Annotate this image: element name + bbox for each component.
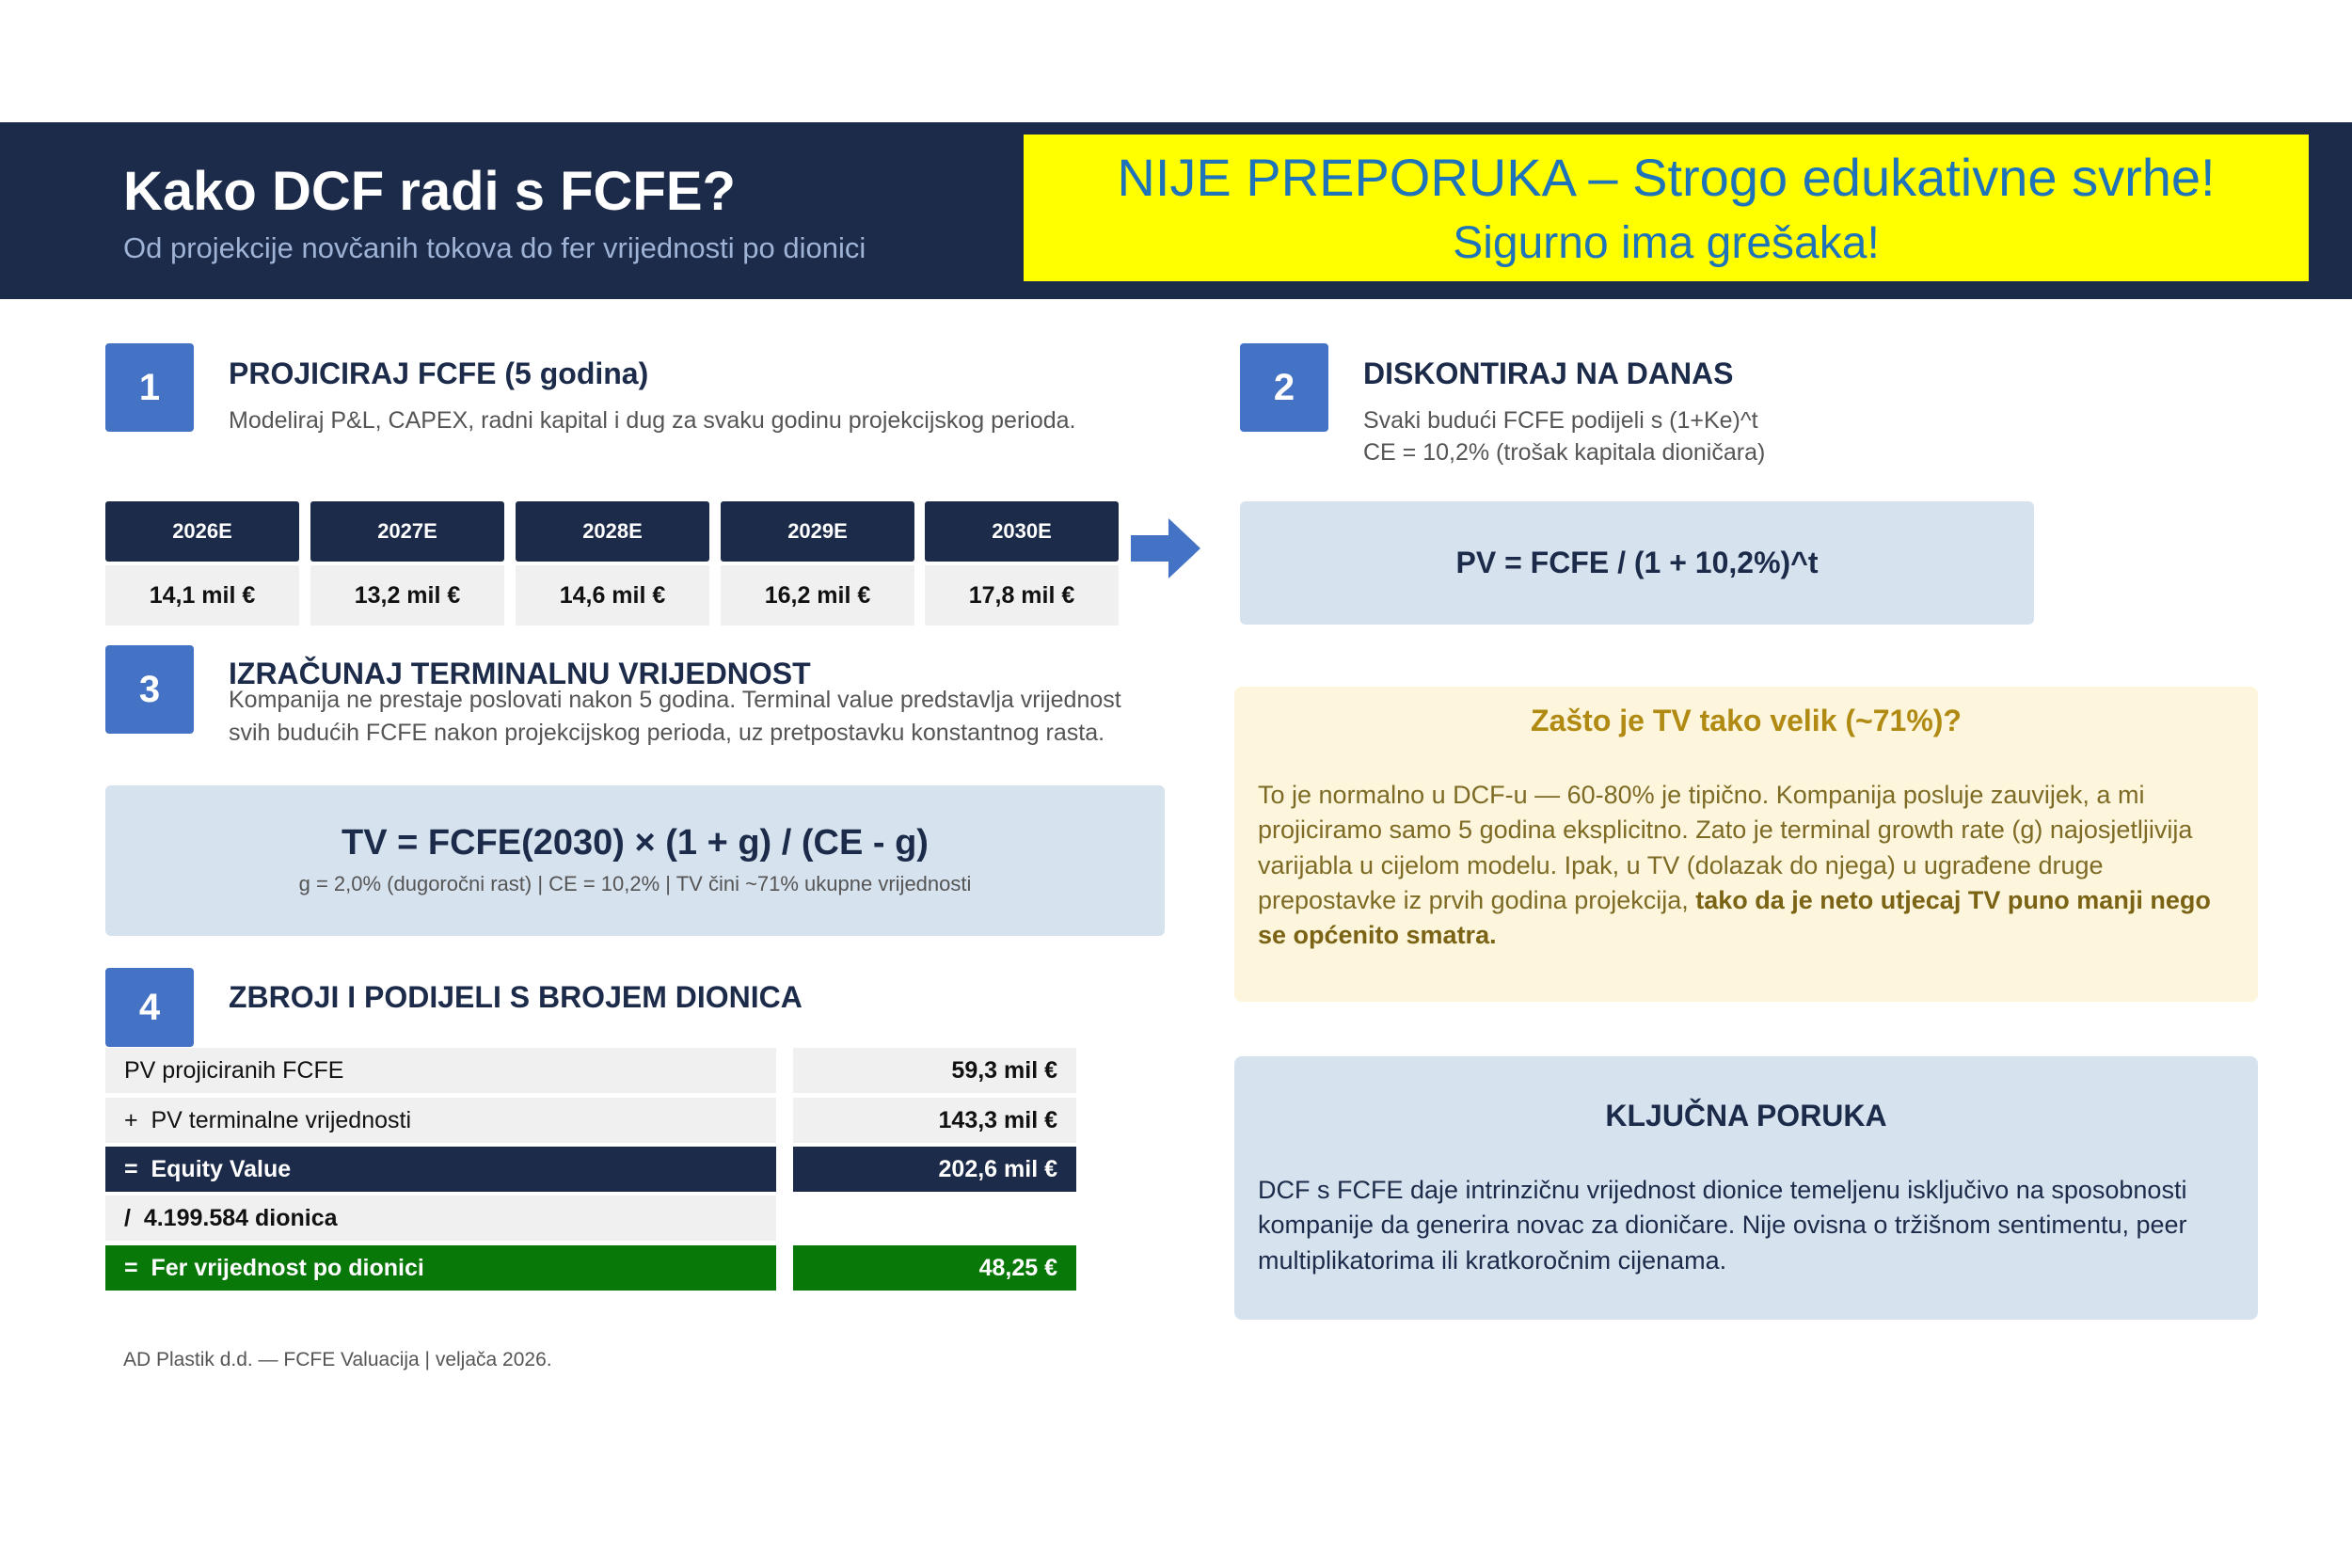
year-fcfe-value: 14,1 mil €	[105, 565, 299, 626]
footer-note: AD Plastik d.d. — FCFE Valuacija | veljača 2026.	[123, 1349, 552, 1370]
why-tv-title: Zašto je TV tako velik (~71%)?	[1531, 704, 1962, 737]
year-fcfe-value: 13,2 mil €	[310, 565, 504, 626]
year-fcfe-value: 14,6 mil €	[516, 565, 709, 626]
summary-row-value: 143,3 mil €	[793, 1098, 1076, 1143]
summary-row-value: 59,3 mil €	[793, 1048, 1076, 1093]
why-tv-text	[1258, 778, 2234, 953]
tv-formula-box	[105, 785, 1165, 936]
step-2-title: DISKONTIRAJ NA DANAS	[1363, 356, 1734, 390]
year-fcfe-value: 16,2 mil €	[721, 565, 914, 626]
step-4-number: 4	[105, 968, 194, 1047]
summary-row-label: PV projiciranih FCFE	[105, 1048, 776, 1093]
step-1-number: 1	[105, 343, 194, 432]
equity-value-amount: 202,6 mil €	[793, 1147, 1076, 1192]
pv-formula-box: PV = FCFE / (1 + 10,2%)^t	[1240, 501, 2034, 625]
step-2-number: 2	[1240, 343, 1328, 432]
warning-line-1: NIJE PREPORUKA – Strogo edukativne svrhe!	[1117, 148, 2216, 207]
step-4-title: ZBROJI I PODIJELI S BROJEM DIONICA	[229, 980, 803, 1014]
year-header: 2028E	[516, 501, 709, 562]
why-tv-text-bold: tako da je neto utjecaj TV puno manji nego se općenito smatra.	[1258, 885, 2211, 949]
summary-row-label: + PV terminalne vrijednosti	[105, 1098, 776, 1143]
warning-banner	[1024, 135, 2309, 281]
year-header: 2026E	[105, 501, 299, 562]
year-fcfe-value: 17,8 mil €	[925, 565, 1119, 626]
why-tv-text-regular: To je normalno u DCF-u — 60-80% je tipično. Kompanija posluje zauvijek, a mi projiciramo samo 5 godina eksplicitno. Zato je terminal growth rate (g) najosjetljivija varijabla u cijelom modelu. Ipak, u TV (dolazak do njega) u ugrađene druge prepostavke iz prvih godina projekcija,	[1258, 781, 2193, 914]
year-header: 2027E	[310, 501, 504, 562]
equity-value-label: = Equity Value	[105, 1147, 776, 1192]
page-subtitle: Od projekcije novčanih tokova do fer vrijednosti po dionici	[123, 231, 866, 264]
fair-value-amount: 48,25 €	[793, 1245, 1076, 1291]
step-3-description-2: svih budućih FCFE nakon projekcijskog perioda, uz pretpostavku konstantnog rasta.	[229, 720, 1105, 746]
year-header: 2029E	[721, 501, 914, 562]
key-message-text: DCF s FCFE daje intrinzičnu vrijednost dionice temeljenu isključivo na sposobnosti kompanije da generira novac za dioničare. Nije ovisna o tržišnom sentimentu, peer multiplikatorima ili kratkoročnim cijenama.	[1258, 1176, 2187, 1275]
step-1-description: Modeliraj P&L, CAPEX, radni kapital i dug za svaku godinu projekcijskog perioda.	[229, 407, 1076, 434]
page-title: Kako DCF radi s FCFE?	[123, 161, 736, 222]
step-2-description-2: CE = 10,2% (trošak kapitala dioničara)	[1363, 439, 1766, 466]
year-header: 2030E	[925, 501, 1119, 562]
key-message-box	[1234, 1056, 2258, 1320]
arrow-right-icon	[1131, 518, 1200, 578]
shares-count-label: / 4.199.584 dionica	[105, 1196, 776, 1241]
why-tv-box	[1234, 687, 2258, 1002]
step-2-description-1: Svaki budući FCFE podijeli s (1+Ke)^t	[1363, 407, 1758, 434]
step-1-title: PROJICIRAJ FCFE (5 godina)	[229, 356, 649, 390]
tv-formula: TV = FCFE(2030) × (1 + g) / (CE - g)	[342, 823, 929, 863]
fair-value-label: = Fer vrijednost po dionici	[105, 1245, 776, 1291]
tv-assumptions-note: g = 2,0% (dugoročni rast) | CE = 10,2% | TV čini ~71% ukupne vrijednosti	[298, 872, 972, 895]
step-3-description-1: Kompanija ne prestaje poslovati nakon 5 godina. Terminal value predstavlja vrijednost	[229, 687, 1121, 713]
step-3-title: IZRAČUNAJ TERMINALNU VRIJEDNOST	[229, 657, 811, 690]
warning-line-2: Sigurno ima grešaka!	[1453, 218, 1880, 268]
step-3-number: 3	[105, 645, 194, 734]
key-message-title: KLJUČNA PORUKA	[1605, 1099, 1887, 1132]
